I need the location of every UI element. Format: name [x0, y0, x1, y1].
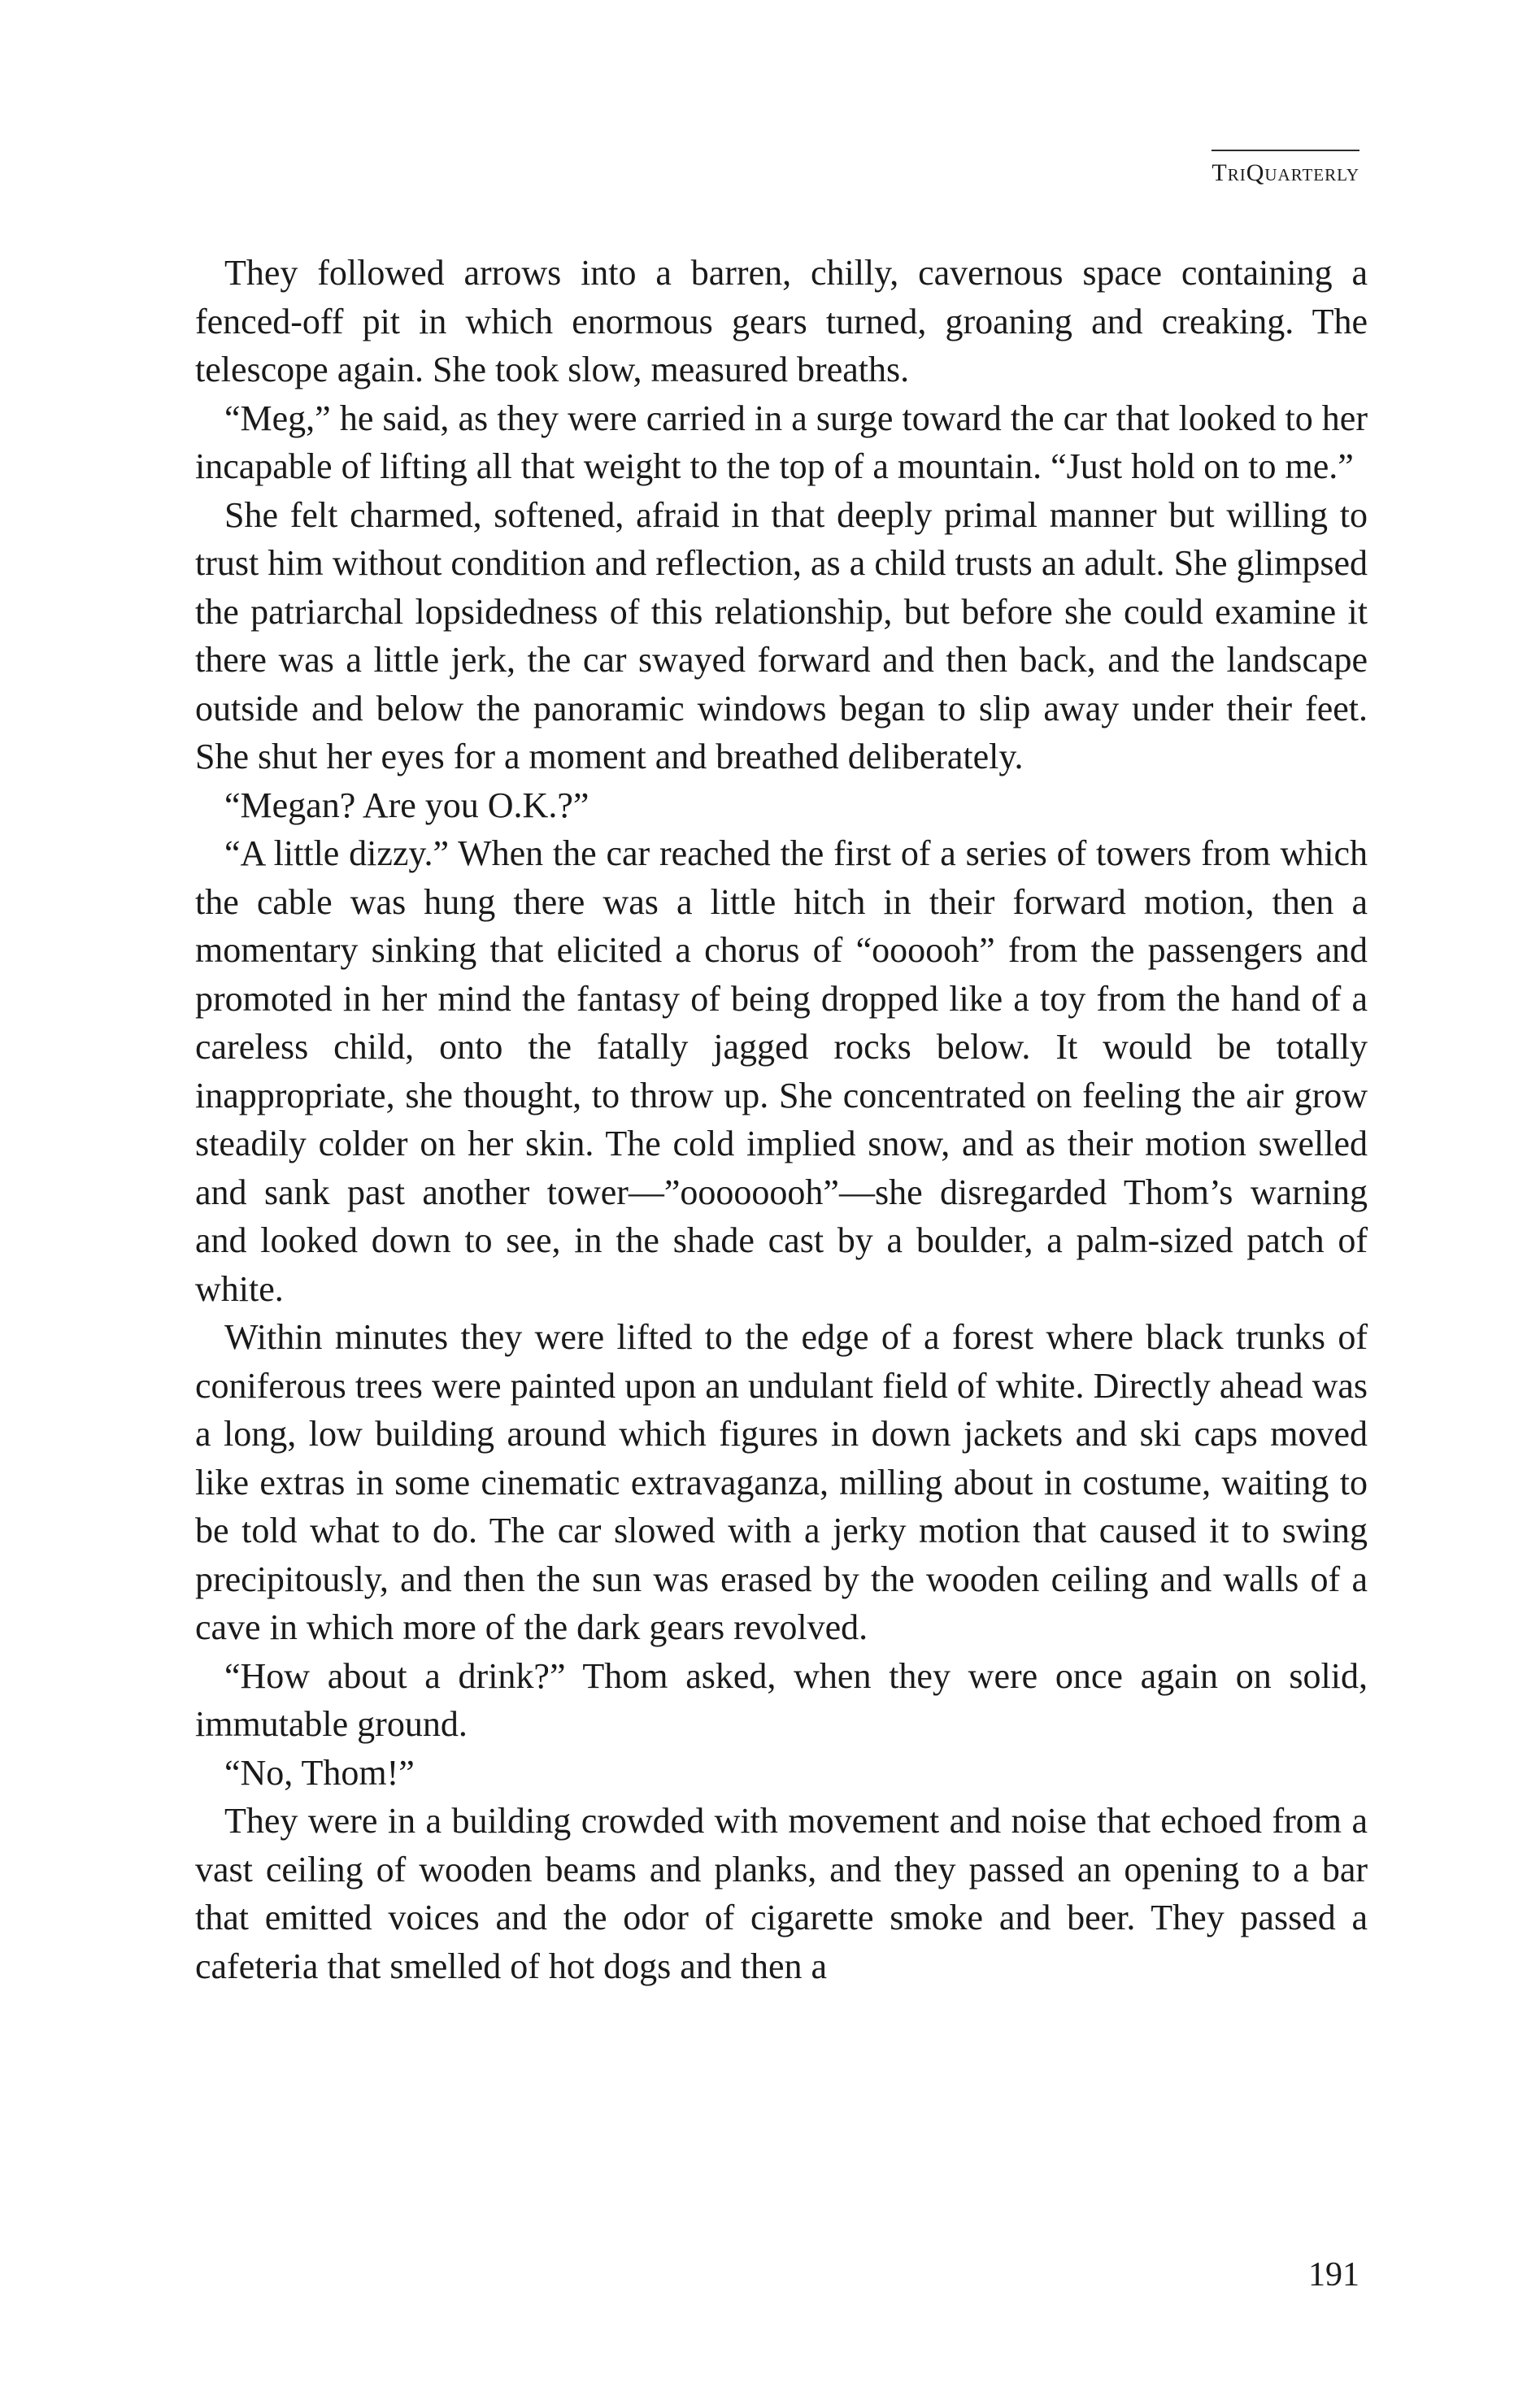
body-text — [195, 249, 1368, 1990]
paragraph: “Megan? Are you O.K.?” — [224, 785, 589, 825]
running-head: TriQuarterly — [1212, 159, 1359, 186]
paragraph: She felt charmed, softened, afraid in that deeply primal manner but willing to trust him without condition and reflection, as a child trusts an adult. She glimpsed the patriarchal lopsidedness of this relationship, but before she could examine it there was a little jerk, the car swayed forward and then back, and the landscape outside and below the panoramic windows began to slip away under their feet. She shut her eyes for a moment and breathed deliberately. — [195, 494, 1368, 776]
paragraph: They followed arrows into a barren, chilly, cavernous space containing a fenced-off pit in which enormous gears turned, groaning and creaking. The telescope again. She took slow, measured breaths. — [195, 253, 1368, 389]
paragraph: They were in a building crowded with movement and noise that echoed from a vast ceiling of wooden beams and planks, and they passed an opening to a bar that emitted voices and the odor of cigarette smoke and beer. They passed a cafeteria that smelled of hot dogs and then a — [195, 1801, 1368, 1986]
paragraph: “A little dizzy.” When the car reached the first of a series of towers from which the cable was hung there was a little hitch in their forward motion, then a momentary sinking that elicited a chorus of “oooooh” from the passengers and promoted in her mind the fantasy of being dropped like a toy from the hand of a careless child, onto the fatally jagged rocks below. It would be totally inappropriate, she thought, to throw up. She concentrated on feeling the air grow steadily colder on her skin. The cold implied snow, and as their motion swelled and sank past another tower—”oooooooh”—she disregarded Thom’s warning and looked down to see, in the shade cast by a boulder, a palm-sized patch of white. — [195, 833, 1368, 1309]
page-number: 191 — [1308, 2256, 1359, 2294]
paragraph: Within minutes they were lifted to the edge of a forest where black trunks of coniferous trees were painted upon an undulant field of white. Directly ahead was a long, low building around which figures in down jackets and ski caps moved like extras in some cinematic extravaganza, milling about in costume, waiting to be told what to do. The car slowed with a jerky motion that caused it to swing precipitously, and then the sun was erased by the wooden ceiling and walls of a cave in which more of the dark gears revolved. — [195, 1317, 1368, 1647]
paragraph: “No, Thom!” — [224, 1752, 415, 1793]
paragraph: “How about a drink?” Thom asked, when they were once again on solid, immutable ground. — [195, 1655, 1368, 1744]
paragraph: “Meg,” he said, as they were carried in a surge toward the car that looked to her incapable of lifting all that weight to the top of a mountain. “Just hold on to me.” — [195, 398, 1368, 486]
